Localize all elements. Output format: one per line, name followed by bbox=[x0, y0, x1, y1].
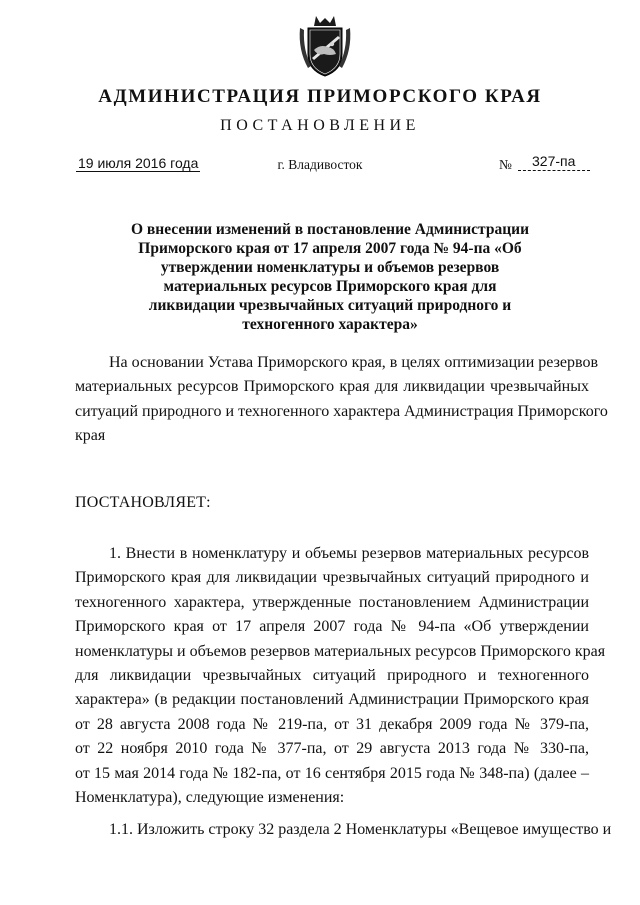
document-city: г. Владивосток bbox=[277, 157, 363, 172]
heading-line: О внесении изменений в постановление Администрации bbox=[130, 221, 529, 238]
preamble-line: На основании Устава Приморского края, в целях оптимизации резервов bbox=[109, 354, 598, 371]
heading-line: материальных ресурсов Приморского края для bbox=[163, 278, 497, 295]
document-number-label: № bbox=[499, 157, 512, 172]
preamble-line: края bbox=[75, 427, 106, 445]
item-1-line: Приморского края для ликвидации чрезвычайных ситуаций природного и bbox=[75, 569, 589, 587]
item-1-line: для ликвидации чрезвычайных ситуаций природного и техногенного bbox=[75, 667, 589, 685]
document-number: 327-па bbox=[518, 153, 590, 171]
heading-line: Приморского края от 17 апреля 2007 года № 94-па «Об bbox=[138, 240, 522, 257]
item-1-1-line: 1.1. Изложить строку 32 раздела 2 Номенклатуры «Вещевое имущество и bbox=[109, 821, 612, 838]
item-1-1-paragraph bbox=[75, 818, 612, 842]
document-date: 19 июля 2016 года bbox=[78, 155, 199, 171]
heading-line: ликвидации чрезвычайных ситуаций природного и bbox=[148, 297, 512, 314]
heading-line: техногенного характера» bbox=[242, 316, 418, 333]
item-1-line: номенклатуры и объемов резервов материальных ресурсов Приморского края bbox=[75, 642, 606, 660]
preamble-paragraph bbox=[75, 351, 608, 449]
item-1-line: от 22 ноября 2010 года № 377-па, от 29 августа 2013 года № 330-па, bbox=[75, 740, 589, 758]
coat-of-arms-emblem bbox=[294, 14, 356, 80]
decree-word: ПОСТАНОВЛЯЕТ: bbox=[75, 494, 211, 511]
item-1-line: от 28 августа 2008 года № 219-па, от 31 декабря 2009 года № 379-па, bbox=[75, 715, 589, 733]
item-1-line: Номенклатура), следующие изменения: bbox=[75, 789, 345, 807]
item-1-line: 1. Внести в номенклатуру и объемы резервов материальных ресурсов bbox=[109, 545, 589, 562]
item-1-line: от 15 мая 2014 года № 182-па, от 16 сентября 2015 года № 348-па) (далее – bbox=[75, 764, 589, 782]
document-type: ПОСТАНОВЛЕНИЕ bbox=[220, 117, 420, 134]
item-1-paragraph bbox=[75, 542, 606, 810]
item-1-line: характера» (в редакции постановлений Администрации Приморского края bbox=[75, 691, 589, 709]
organization-title: АДМИНИСТРАЦИЯ ПРИМОРСКОГО КРАЯ bbox=[98, 86, 542, 107]
heading-line: утверждении номенклатуры и объемов резервов bbox=[160, 259, 500, 276]
preamble-line: материальных ресурсов Приморского края для ликвидации чрезвычайных bbox=[75, 378, 589, 396]
document-heading bbox=[110, 220, 550, 334]
item-1-line: техногенного характера, утвержденные постановлением Администрации bbox=[75, 593, 589, 611]
preamble-line: ситуаций природного и техногенного характера Администрация Приморского bbox=[75, 402, 608, 420]
item-1-line: Приморского края от 17 апреля 2007 года № 94-па «Об утверждении bbox=[75, 618, 589, 636]
